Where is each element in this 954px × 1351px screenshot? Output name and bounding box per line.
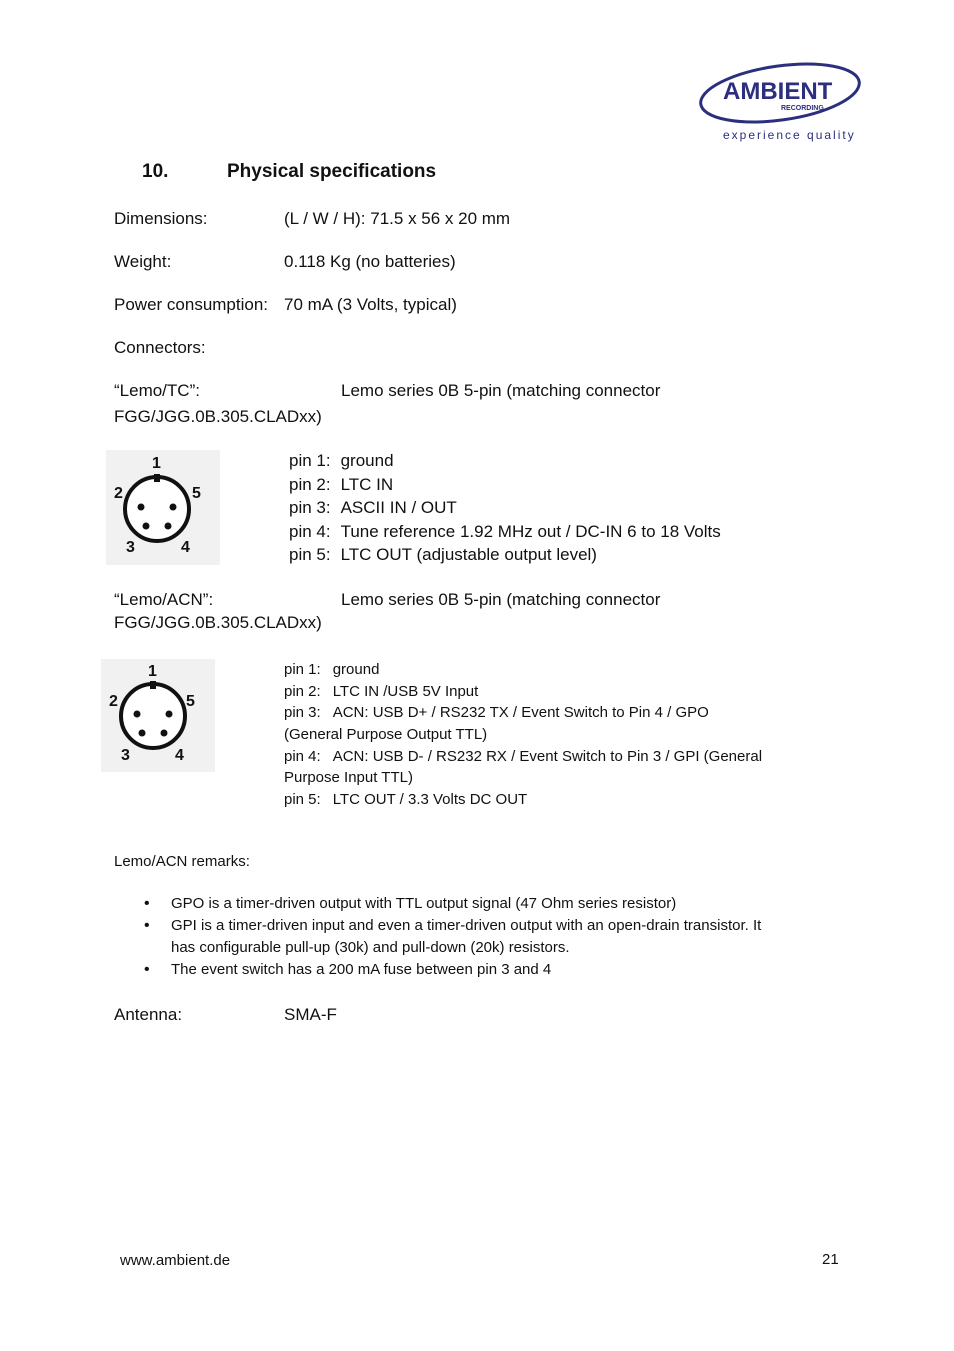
bullet-icon: • [144, 895, 150, 912]
pin-number: pin 4: [284, 747, 321, 765]
pin-label-5: 5 [192, 485, 201, 502]
pin-function: ACN: USB D+ / RS232 TX / Event Switch to Pin 4 / GPO [332, 704, 709, 722]
weight-label: Weight: [114, 252, 172, 271]
logo-tagline: experience quality [723, 128, 856, 142]
pin-function: LTC IN /USB 5V Input [332, 682, 479, 700]
pin-label-4: 4 [181, 539, 190, 556]
pin-function-cont: Purpose Input TTL) [284, 769, 413, 787]
pin-function: ground [332, 661, 380, 678]
antenna-label: Antenna: [114, 1005, 183, 1024]
dimensions-label: Dimensions: [114, 209, 208, 228]
bullet-icon: • [144, 917, 150, 934]
section-title: Physical specifications [227, 161, 437, 182]
pin-number: pin 2: [284, 682, 321, 700]
pin-function: Tune reference 1.92 MHz out / DC-IN 6 to 18 Volts [340, 521, 721, 541]
page-number: 21 [822, 1251, 839, 1268]
lemo-tc-desc-cont: FGG/JGG.0B.305.CLADxx) [114, 407, 322, 426]
pin-label-3: 3 [126, 539, 135, 556]
pin-function: LTC IN [340, 474, 394, 494]
connectors-label: Connectors: [114, 338, 206, 357]
lemo-tc-connector-diagram [106, 450, 220, 565]
pin-number: pin 4: [289, 521, 331, 541]
lemo-tc-desc: Lemo series 0B 5-pin (matching connector [341, 381, 661, 400]
logo-brand: AMBIENT [723, 78, 833, 105]
lemo-tc-label: “Lemo/TC”: [114, 381, 200, 400]
power-value: 70 mA (3 Volts, typical) [284, 295, 457, 314]
connector-pinout-icon [106, 450, 220, 565]
remark-item: The event switch has a 200 mA fuse between pin 3 and 4 [171, 961, 552, 978]
footer-url[interactable]: www.ambient.de [120, 1252, 231, 1269]
pin-label-4: 4 [175, 747, 184, 764]
pin-number: pin 1: [289, 451, 331, 470]
pin-function: ASCII IN / OUT [340, 498, 457, 517]
lemo-acn-desc-cont: FGG/JGG.0B.305.CLADxx) [114, 613, 322, 632]
power-label: Power consumption: [114, 295, 269, 314]
pin-function: LTC OUT (adjustable output level) [340, 545, 597, 564]
pin-function: ground [340, 451, 394, 470]
pin-label-1: 1 [148, 663, 157, 680]
pin-function: LTC OUT / 3.3 Volts DC OUT [332, 791, 528, 809]
pin-number: pin 1: [284, 661, 321, 678]
remarks-heading: Lemo/ACN remarks: [114, 853, 250, 870]
pin-number: pin 5: [289, 545, 331, 564]
pin-label-1: 1 [152, 455, 161, 472]
lemo-tc-pin-list [289, 451, 721, 569]
pin-number: pin 3: [284, 704, 321, 722]
pin-label-2: 2 [114, 485, 123, 502]
pin-label-2: 2 [109, 693, 118, 710]
connector-pinout-icon [101, 659, 215, 772]
pin-number: pin 5: [284, 791, 321, 809]
pin-label-3: 3 [121, 747, 130, 764]
pin-number: pin 2: [289, 474, 331, 494]
section-number: 10. [142, 161, 169, 182]
bullet-icon: • [144, 961, 150, 978]
remark-item-cont: has configurable pull-up (30k) and pull-down (20k) resistors. [171, 939, 570, 956]
ambient-logo [695, 55, 865, 145]
dimensions-value: (L / W / H): 71.5 x 56 x 20 mm [284, 209, 511, 228]
logo-swoosh-icon [695, 55, 865, 145]
logo-sub: RECORDING [781, 105, 824, 112]
lemo-acn-connector-diagram [101, 659, 215, 772]
remark-item: GPI is a timer-driven input and even a timer-driven output with an open-drain transistor. It [171, 917, 762, 934]
lemo-acn-pin-list [284, 661, 762, 813]
pin-function: ACN: USB D- / RS232 RX / Event Switch to Pin 3 / GPI (General [332, 747, 763, 765]
pin-function-cont: (General Purpose Output TTL) [284, 726, 488, 744]
lemo-acn-desc: Lemo series 0B 5-pin (matching connector [341, 590, 661, 609]
pin-number: pin 3: [289, 498, 331, 517]
remark-item: GPO is a timer-driven output with TTL output signal (47 Ohm series resistor) [171, 895, 677, 912]
weight-value: 0.118 Kg (no batteries) [284, 252, 456, 271]
antenna-value: SMA-F [284, 1005, 337, 1024]
pin-label-5: 5 [186, 693, 195, 710]
lemo-acn-label: “Lemo/ACN”: [114, 590, 214, 609]
